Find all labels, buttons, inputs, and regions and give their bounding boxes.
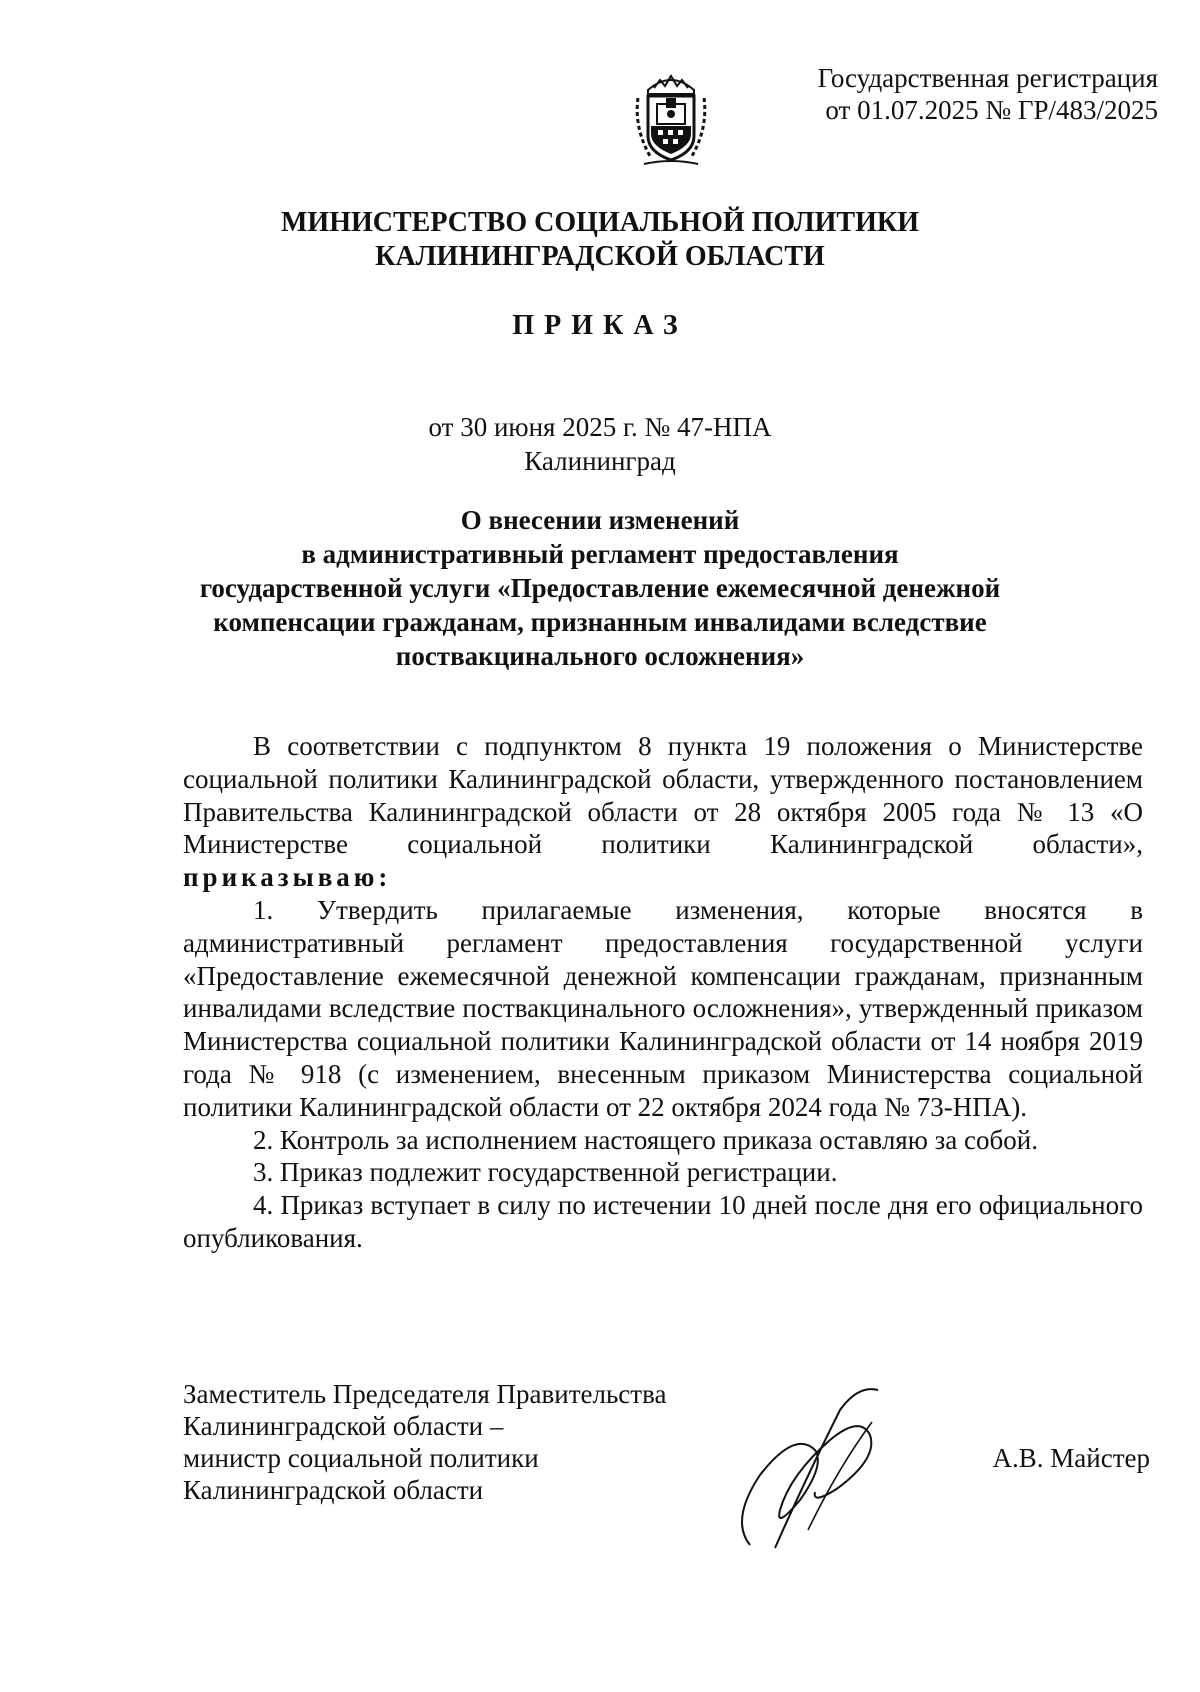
kaliningrad-coat-of-arms-icon bbox=[630, 68, 712, 168]
registration-number: от 01.07.2025 № ГР/483/2025 bbox=[825, 95, 1158, 125]
handwritten-signature-icon bbox=[720, 1380, 920, 1550]
document-city: Калининград bbox=[524, 446, 676, 476]
order-item-3: 3. Приказ подлежит государственной регистрации. bbox=[253, 1157, 838, 1188]
document-subject bbox=[150, 503, 1050, 673]
registration-stamp bbox=[818, 62, 1158, 126]
signatory-position bbox=[183, 1378, 666, 1506]
document-type-heading: ПРИКАЗ bbox=[512, 310, 688, 341]
registration-label: Государственная регистрация bbox=[817, 63, 1158, 93]
signatory-position-line2: Калининградской области – bbox=[183, 1411, 504, 1441]
ministry-name-line2: КАЛИНИНГРАДСКОЙ ОБЛАСТИ bbox=[375, 241, 825, 272]
subject-line4: компенсации гражданам, признанным инвалидами вследствие bbox=[213, 607, 987, 637]
preamble-paragraph bbox=[183, 730, 1143, 894]
subject-line1: О внесении изменений bbox=[460, 505, 740, 535]
signatory-position-line4: Калининградской области bbox=[183, 1475, 484, 1505]
subject-line2: в административный регламент предоставления bbox=[301, 539, 899, 569]
order-item-2: 2. Контроль за исполнением настоящего приказа оставляю за собой. bbox=[253, 1124, 1038, 1155]
ministry-name-line1: МИНИСТЕРСТВО СОЦИАЛЬНОЙ ПОЛИТИКИ bbox=[281, 207, 919, 238]
subject-line3: государственной услуги «Предоставление ежемесячной денежной bbox=[199, 573, 1001, 603]
document-date-number: от 30 июня 2025 г. № 47-НПА bbox=[428, 412, 772, 442]
document-body bbox=[183, 730, 1143, 1255]
order-item-4: 4. Приказ вступает в силу по истечении 10 дней после дня его официального опубликования. bbox=[183, 1190, 1143, 1253]
signatory-position-line3: министр социальной политики bbox=[183, 1443, 539, 1473]
signatory-name: А.В. Майстер bbox=[992, 1443, 1150, 1473]
order-item-1: 1. Утвердить прилагаемые изменения, которые вносятся в административный регламент предоставления государственной услуги «Предоставление ежемесячной денежной компенсации гражданам, признанным инвалидами вследствие поствакцинального осложнения», утвержденный приказом Министерства социальной политики Калининградской области от 14 ноября 2019 года № 918 (с изменением, внесенным приказом Министерства социальной политики Калининградской области от 22 октября 2024 года № 73-НПА). bbox=[183, 894, 1143, 1122]
preamble-text: В соответствии с подпунктом 8 пункта 19 положения о Министерстве социальной политики Калининградской области, утвержденного постановлением Правительства Калининградской области от 28 октября 2005 года № 13 «О Министерстве социальной политики Калининградской области», bbox=[183, 731, 1143, 860]
signatory-position-line1: Заместитель Председателя Правительства bbox=[183, 1379, 667, 1409]
subject-line5: поствакцинального осложнения» bbox=[395, 641, 805, 671]
order-word: приказываю: bbox=[183, 862, 392, 893]
ministry-name bbox=[0, 206, 1200, 274]
document-date-block bbox=[0, 410, 1200, 478]
